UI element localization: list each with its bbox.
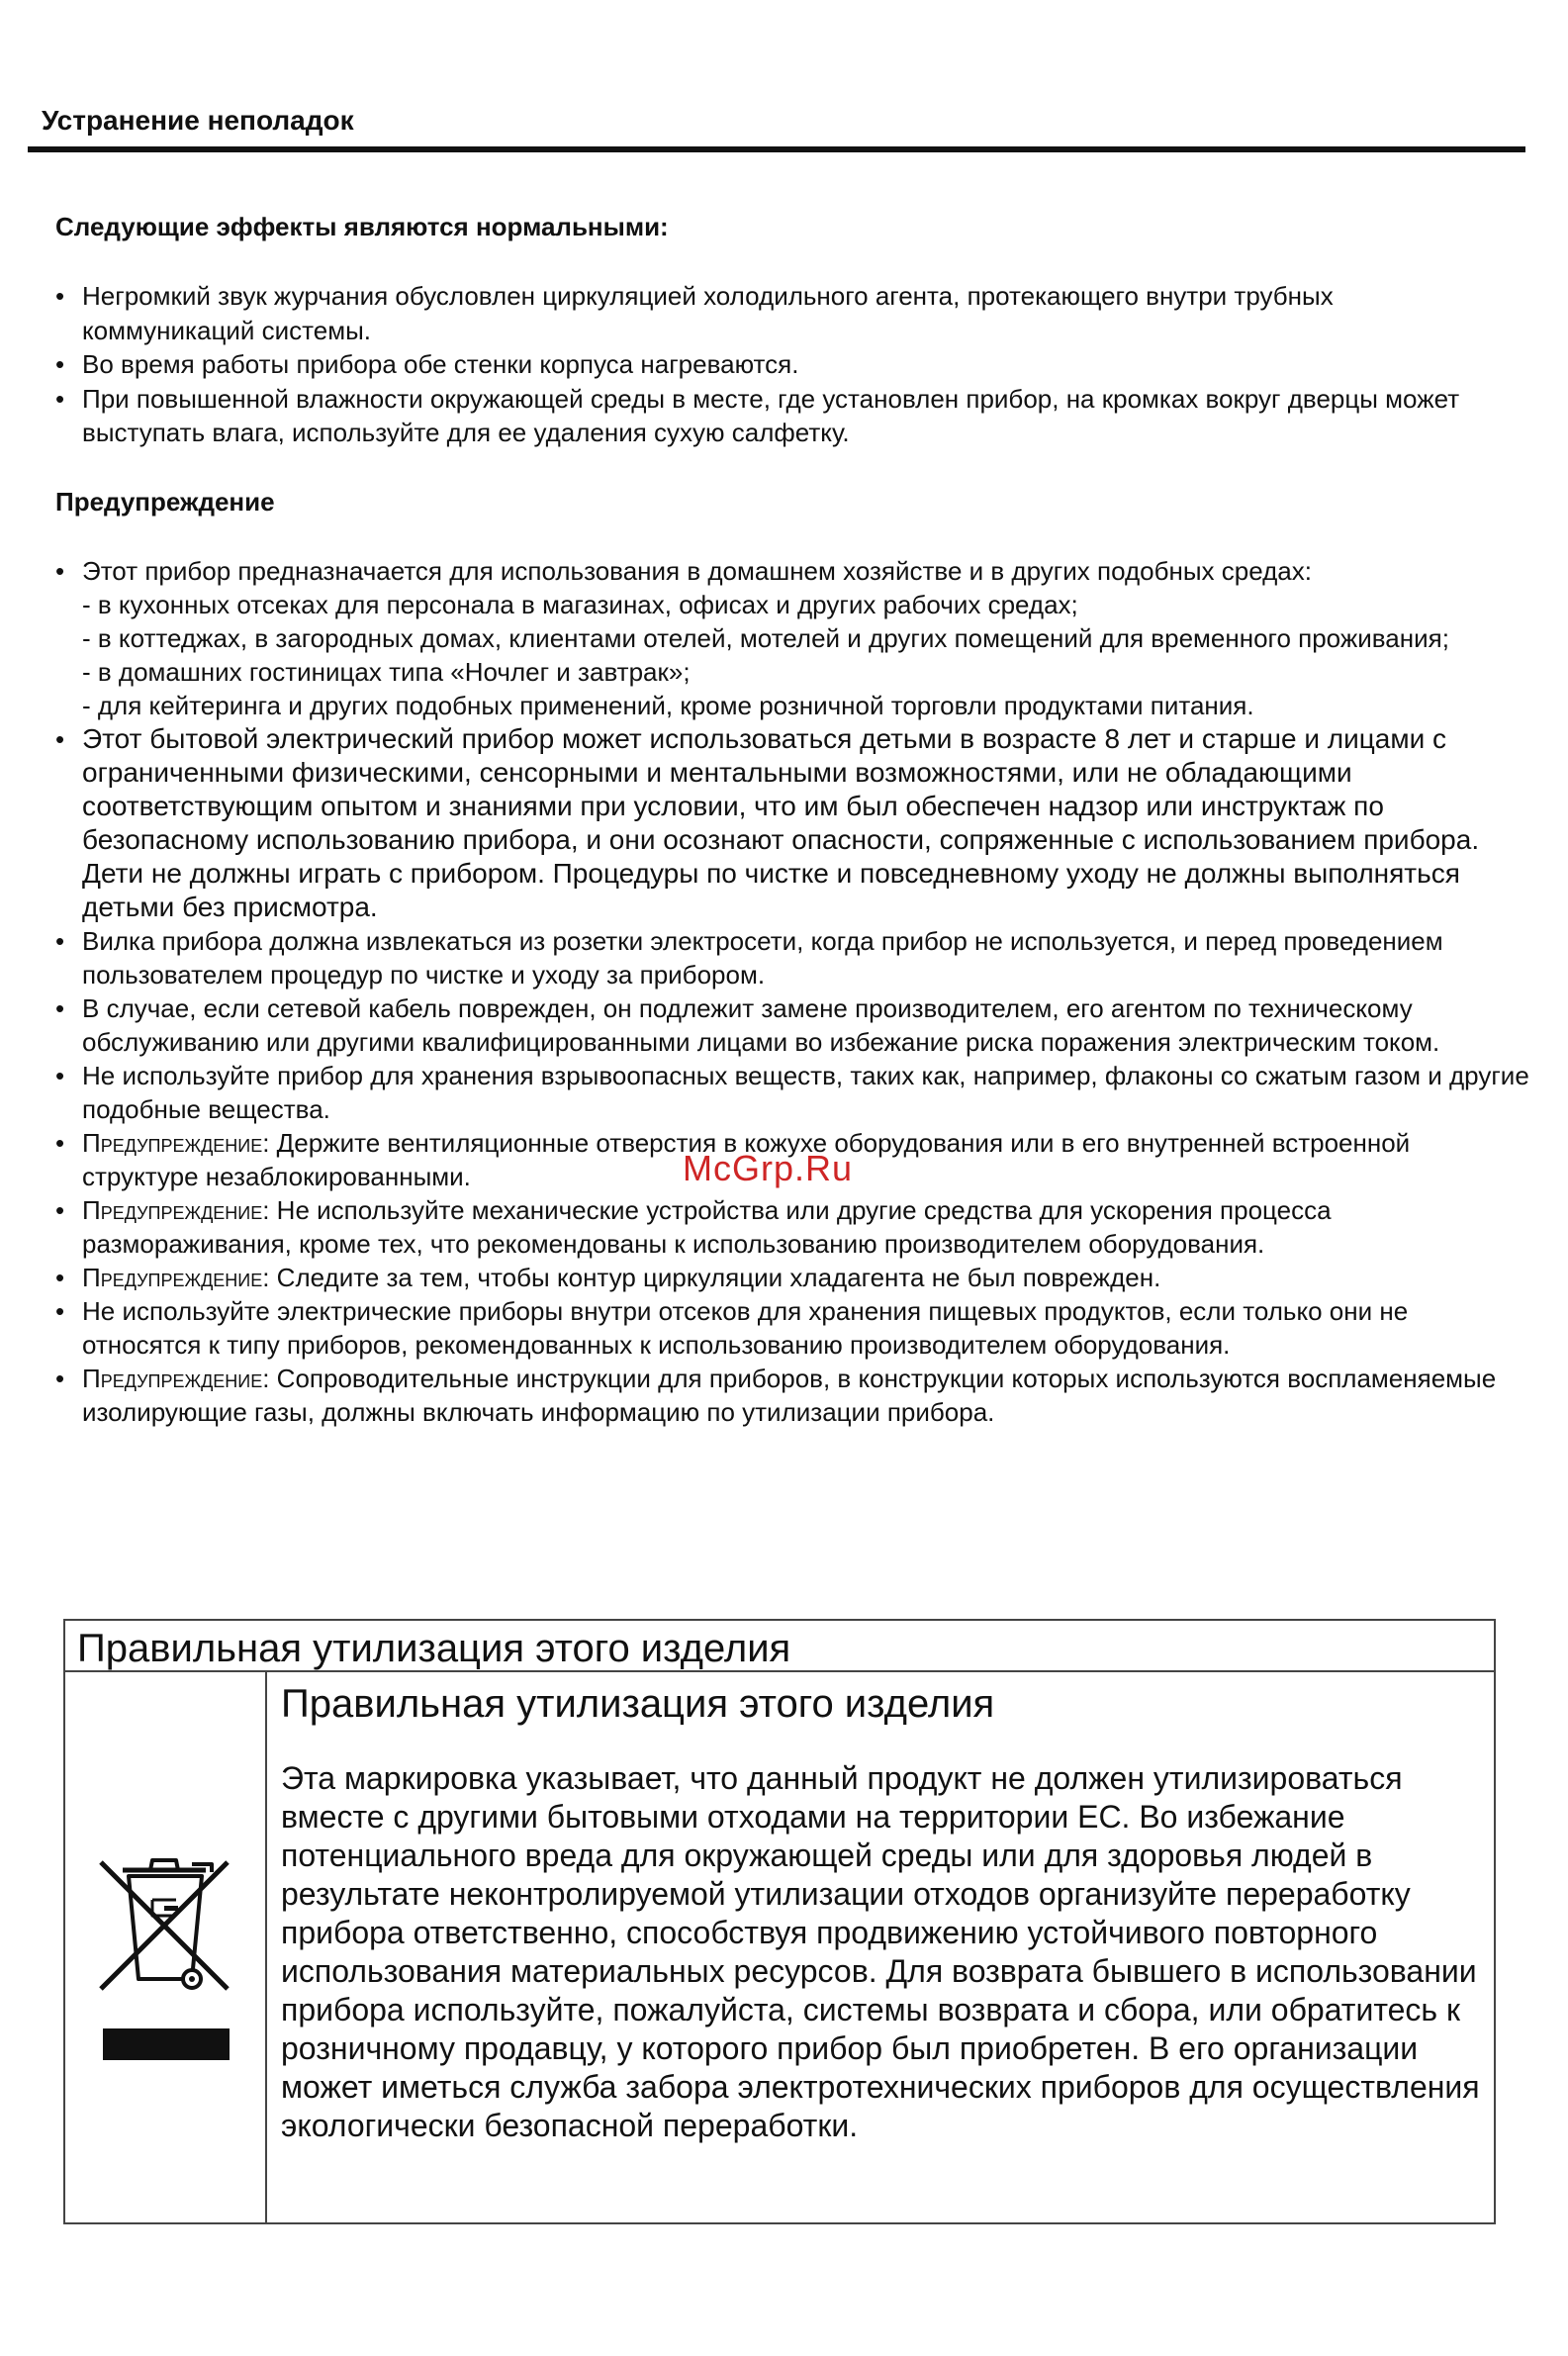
list-item bbox=[55, 1261, 1529, 1294]
disposal-divider bbox=[265, 1672, 267, 2224]
normal-effects-heading: Следующие эффекты являются нормальными: bbox=[55, 212, 669, 241]
warning-heading: Предупреждение bbox=[55, 487, 275, 517]
warning-sub-item: - в коттеджах, в загородных домах, клиентами отелей, мотелей и других помещений для временного проживания; bbox=[82, 623, 1449, 653]
warning-label: Предупреждение bbox=[82, 1128, 263, 1158]
list-item: • Не используйте электрические приборы внутри отсеков для хранения пищевых продуктов, если только они не относятся к типу приборов, рекомендованных к использованию производителем оборудования. bbox=[55, 1294, 1529, 1362]
warning-item-text: : Не используйте механические устройства или другие средства для ускорения процесса размораживания, кроме тех, что рекомендованы к использованию производителем оборудования. bbox=[82, 1195, 1332, 1259]
list-item: • Не используйте прибор для хранения взрывоопасных веществ, таких как, например, флаконы со сжатым газом и другие подобные вещества. bbox=[55, 1059, 1529, 1126]
warning-item-lead: • Этот прибор предназначается для использования в домашнем хозяйстве и в других подобных средах: bbox=[82, 556, 1312, 586]
warning-list bbox=[55, 554, 1529, 1429]
disposal-text: Эта маркировка указывает, что данный продукт не должен утилизироваться вместе с другими бытовыми отходами на территории ЕС. Во избежание потенциального вреда для окружающей среды или для здоровья людей в результате неконтролируемой утилизации отходов организуйте переработку прибора ответственно, способствуя продвижению устойчивого повторного использования материальных ресурсов. Для возврата бывшего в использовании прибора используйте, пожалуйста, системы возврата и сбора, или обратитесь к розничному продавцу, у которого прибор был приобретен. В его организации может иметься служба забора электротехнических приборов для осуществления экологически безопасной переработки. bbox=[281, 1760, 1480, 2143]
normal-effects-list bbox=[55, 279, 1510, 450]
watermark: McGrp.Ru bbox=[683, 1148, 854, 1188]
warning-sub-item: - для кейтеринга и других подобных применений, кроме розничной торговли продуктами питания. bbox=[82, 691, 1254, 720]
list-item bbox=[55, 1193, 1529, 1261]
warning-item-text: : Следите за тем, чтобы контур циркуляции хладагента не был поврежден. bbox=[262, 1263, 1161, 1292]
disposal-subtitle: Правильная утилизация этого изделия bbox=[281, 1682, 995, 1726]
page-header-title: Устранение неполадок bbox=[42, 105, 354, 136]
list-item: • При повышенной влажности окружающей среды в месте, где установлен прибор, на кромках вокруг дверцы может выступать влага, используйте для ее удаления сухую салфетку. bbox=[55, 382, 1510, 450]
list-item bbox=[55, 554, 1529, 722]
warning-sub-item: - в кухонных отсеках для персонала в магазинах, офисах и других рабочих средах; bbox=[82, 590, 1078, 619]
crossed-out-wheelie-bin-icon bbox=[95, 1831, 233, 2068]
list-item: • Во время работы прибора обе стенки корпуса нагреваются. bbox=[55, 347, 1510, 382]
header-rule bbox=[28, 146, 1525, 152]
list-item: • Этот бытовой электрический прибор может использоваться детьми в возрасте 8 лет и старше и лицами с ограниченными физическими, сенсорными и ментальными возможностями, или не обладающими соответствующим опытом и знаниями при условии, что им был обеспечен надзор или инструктаж по безопасному использованию прибора, и они осознают опасности, сопряженные с использованием прибора. Дети не должны играть с прибором. Процедуры по чистке и повседневному уходу не должны выполняться детьми без присмотра. bbox=[55, 722, 1529, 924]
warning-label: Предупреждение bbox=[82, 1263, 263, 1292]
warning-label: Предупреждение bbox=[82, 1195, 263, 1225]
list-item: • Вилка прибора должна извлекаться из розетки электросети, когда прибор не используется, и перед проведением пользователем процедур по чистке и уходу за прибором. bbox=[55, 924, 1529, 991]
warning-item-text: : Сопроводительные инструкции для приборов, в конструкции которых используются воспламеняемые изолирующие газы, должны включать информацию по утилизации прибора. bbox=[82, 1364, 1497, 1427]
disposal-title: Правильная утилизация этого изделия bbox=[77, 1627, 791, 1670]
list-item bbox=[55, 1362, 1529, 1429]
list-item: • Негромкий звук журчания обусловлен циркуляцией холодильного агента, протекающего внутри трубных коммуникаций системы. bbox=[55, 279, 1510, 347]
warning-item-text: : Держите вентиляционные отверстия в кожухе оборудования или в его внутренней встроенной структуре незаблокированными. bbox=[82, 1128, 1411, 1191]
warning-sub-item: - в домашних гостиницах типа «Ночлег и завтрак»; bbox=[82, 657, 691, 687]
warning-label: Предупреждение bbox=[82, 1364, 263, 1393]
disposal-box bbox=[63, 1619, 1496, 2224]
list-item: • В случае, если сетевой кабель поврежден, он подлежит замене производителем, его агентом по техническому обслуживанию или другими квалифицированными лицами во избежание риска поражения электрическим током. bbox=[55, 991, 1529, 1059]
disposal-title-row bbox=[65, 1621, 1494, 1672]
